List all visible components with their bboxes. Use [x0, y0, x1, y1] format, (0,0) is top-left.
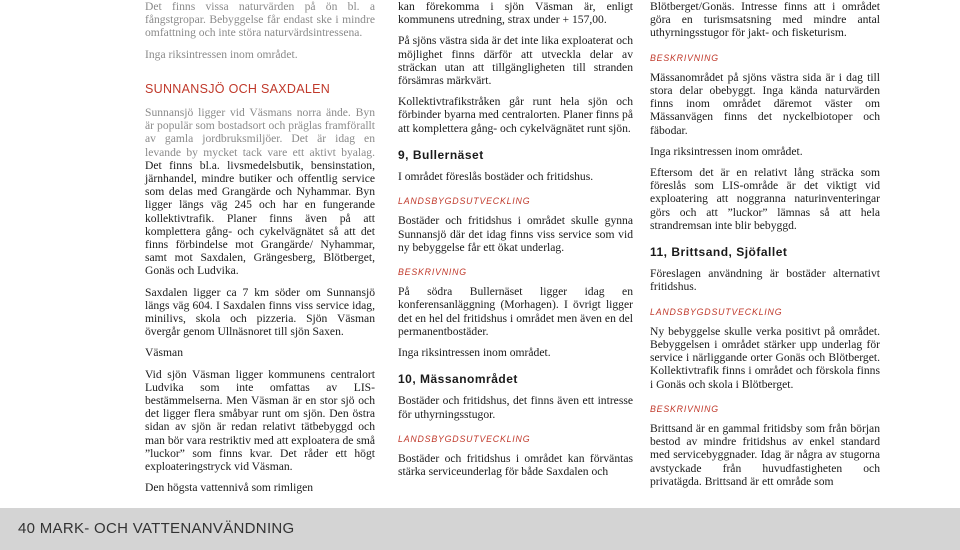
- paragraph: Inga riksintressen inom området.: [650, 144, 803, 158]
- paragraph: På sjöns västra sida är det inte lika exploaterat och möjlighet finns därför att utveckla delar av sträckan utan att tillgängligheten till stranden försämras märkvärt.: [398, 34, 633, 88]
- paragraph: Ny bebyggelse skulle verka positivt på området. Bebyggelsen i området stärker upp underlag för service i närliggande orter Gonäs och Blötberget. Kollektivtrafik finns i området och förskola finns i Gonäs och skola i Blötberget.: [650, 324, 880, 391]
- paragraph-continued: Den högsta vattennivå som rimligen: [145, 481, 314, 495]
- paragraph: Bostäder och fritidshus i området kan förväntas stärka serviceunderlag för både Saxdalen och: [398, 452, 633, 479]
- subheading-beskrivning: BESKRIVNING: [398, 267, 467, 278]
- paragraph: I området föreslås bostäder och fritidshus.: [398, 170, 594, 184]
- paragraph: På södra Bullernäset ligger idag en konferensanläggning (Morhagen). I övrigt ligger det en hel del fritidshus i området men även en del permanentbostäder.: [398, 285, 633, 338]
- paragraph: Föreslagen användning är bostäder alternativt fritidshus.: [650, 267, 880, 294]
- paragraph: Eftersom det är en relativt lång sträcka som föreslås som LIS-område är det viktigt vid exploatering att noggranna naturinventeringar görs och att ”luckor” lämnas så att hela strandremsan inte blir bebyggd.: [650, 166, 880, 232]
- subheading-landsbygdsutveckling: LANDSBYGDSUTVECKLING: [650, 306, 783, 317]
- section-heading-bullernaset: 9, Bullernäset: [398, 147, 484, 162]
- paragraph: Mässanområdet på sjöns västra sida är i dag till stora delar obebyggt. Inga kända naturvärden finns inom området däremot väster om Mässanvägen finns det nyckelbiotoper och fäbodar.: [650, 70, 880, 137]
- subheading-landsbygdsutveckling: LANDSBYGDSUTVECKLING: [398, 196, 531, 207]
- section-heading-brittsand: 11, Brittsand, Sjöfallet: [650, 245, 788, 260]
- text-column-2: [398, 0, 633, 486]
- text-column-1: [145, 0, 375, 503]
- paragraph: Blötberget/Gonäs. Intresse finns att i området göra en turismsatsning med mindre antal uthyrningsstugor för jakt- och fisketurism.: [650, 0, 880, 40]
- paragraph-sunnansjo-muted: Sunnansjö ligger vid Väsmans norra ände. Byn är populär som bostadsort och präglas framförallt av gamla jordbruksmiljöer. Det är idag en levande by mycket tack vare ett aktivt byalag.: [145, 106, 375, 159]
- paragraph: Bostäder och fritidshus i området skulle gynna Sunnansjö där det idag finns viss service som vid ny bebyggelse får ett ökat underlag.: [398, 214, 633, 254]
- paragraph-vasman-title: Väsman: [145, 346, 183, 360]
- paragraph: Brittsand är en gammal fritidsby som från början bestod av mindre fritidshus av enkel standard med servicebyggnader. Idag är några av stugorna avstyckade från huvudfastigheten och privatägda. Brittsand är ett område som: [650, 422, 880, 488]
- subheading-beskrivning: BESKRIVNING: [650, 52, 719, 63]
- paragraph: Inga riksintressen inom området.: [398, 346, 551, 360]
- subheading-beskrivning: BESKRIVNING: [650, 403, 719, 414]
- paragraph-vasman: Vid sjön Väsman ligger kommunens centralort Ludvika som inte omfattas av LIS-bestämmelserna. Men Väsman är en stor sjö och det ligger flera småbyar runt om sjön. Den östra sidan av sjön är redan relativt tätbebyggd och man bör vara restriktiv med att exploatera de små ”luckor” som finns kvar. Det råder ett högt exploateringstryck vid Väsman.: [145, 367, 375, 474]
- paragraph: Inga riksintressen inom området.: [145, 47, 298, 61]
- paragraph: Det finns vissa naturvärden på ön bl. a fångstgropar. Bebyggelse får endast ske i mindre omfattning och inte störa naturvärdsintressena.: [145, 0, 375, 40]
- paragraph-saxdalen: Saxdalen ligger ca 7 km söder om Sunnansjö längs väg 604. I Saxdalen finns viss service idag, minilivs, skola och pizzeria. Sjön Väsman övergår genom Ullnäsnoret till sjön Saxen.: [145, 285, 375, 339]
- page-number-label: 40 MARK- OCH VATTENANVÄNDNING: [18, 520, 295, 537]
- paragraph: kan förekomma i sjön Väsman är, enligt kommunens utredning, strax under + 157,00.: [398, 0, 633, 27]
- paragraph: Kollektivtrafikstråken går runt hela sjön och förbinder byarna med centralorten. Planer finns på att komplettera gång- och cykelvägnätet runt sjön.: [398, 95, 633, 135]
- paragraph: Bostäder och fritidshus, det finns även ett intresse för uthyrningsstugor.: [398, 394, 633, 421]
- subheading-landsbygdsutveckling: LANDSBYGDSUTVECKLING: [398, 433, 531, 444]
- paragraph-sunnansjo-main: Det finns bl.a. livsmedelsbutik, bensinstation, järnhandel, mindre butiker och offentlig service som delas med Grangärde och Nyhammar. Byn ligger längs väg 245 och har en fungerande kollektivtrafik. Planer finns även på att komplettera gång- och cykelvägnätet så att det finns förbindelse mot Grangärde/ Nyhammar, samt mot Saxdalen, Grängesberg, Blötberget, Gonäs och Ludvika.: [145, 158, 375, 278]
- text-column-3: [650, 0, 880, 496]
- section-heading-massanomradet: 10, Mässanområdet: [398, 372, 518, 387]
- page-footer: [0, 508, 960, 550]
- paragraph-sunnansjo: [145, 106, 375, 278]
- section-heading-sunnansjo: SUNNANSJÖ OCH SAXDALEN: [145, 81, 331, 96]
